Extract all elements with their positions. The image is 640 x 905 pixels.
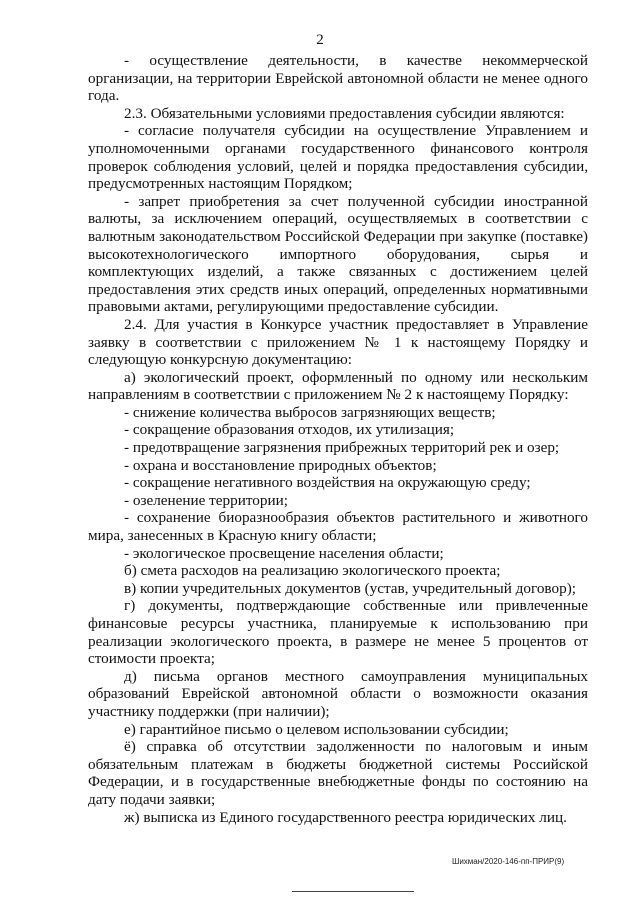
document-body <box>88 52 588 826</box>
list-item-v: в) копии учредительных документов (устав, учредительный договор); <box>124 579 576 597</box>
direction-item-biodiversity: - сохранение биоразнообразия объектов растительного и животного мира, занесенных в Красную книгу области; <box>88 509 588 545</box>
direction-item-impact: - сокращение негативного воздействия на окружающую среду; <box>124 474 531 492</box>
paragraph-consent-control: - согласие получателя субсидии на осуществление Управлением и уполномоченными органами государственного финансового контроля проверок соблюдения условий, целей и порядка предоставления субсидии, предусмотренных настоящим Порядком; <box>88 122 588 193</box>
list-item-a: а) экологический проект, оформленный по одному или нескольким направлениям в соответствии с приложением № 2 к настоящему Порядку: <box>88 368 588 404</box>
paragraph-currency-ban: - запрет приобретения за счет полученной субсидии иностранной валюты, за исключением операций, осуществляемых в соответствии с валютным законодательством Российской Федерации при закупке (поставке) высокотехнологического импортного оборудования, сырья и комплектующих изделий, а также связанных с достижением целей предоставления этих средств иных операций, определенных нормативными правовыми актами, регулирующими предоставление субсидии. <box>88 192 588 316</box>
list-item-d: д) письма органов местного самоуправления муниципальных образований Еврейской автономной области о возможности оказания участнику поддержки (при наличии); <box>88 667 588 720</box>
list-item-yo: ё) справка об отсутствии задолженности по налоговым и иным обязательным платежам в бюджеты бюджетной системы Российской Федерации, и в государственные внебюджетные фонды по состоянию на дату подачи заявки; <box>88 738 588 808</box>
direction-item-waste: - сокращение образования отходов, их утилизация; <box>124 421 455 439</box>
direction-item-emissions: - снижение количества выбросов загрязняющих веществ; <box>124 403 496 421</box>
footer-document-code: Шихман/2020-146-пп-ПРИР(9) <box>452 857 565 866</box>
direction-item-education: - экологическое просвещение населения области; <box>124 544 444 562</box>
list-item-e: е) гарантийное письмо о целевом использовании субсидии; <box>124 720 509 738</box>
paragraph-nonprofit-activity: - осуществление деятельности, в качестве некоммерческой организации, на территории Еврейской автономной области не менее одного года. <box>88 52 588 105</box>
section-2-4-paragraph: 2.4. Для участия в Конкурсе участник предоставляет в Управление заявку в соответствии с приложением № 1 к настоящему Порядку и следующую конкурсную документацию: <box>88 315 588 369</box>
section-2-3-heading: 2.3. Обязательными условиями предоставления субсидии являются: <box>124 104 565 122</box>
list-item-b: б) смета расходов на реализацию экологического проекта; <box>124 562 501 580</box>
direction-item-protection: - охрана и восстановление природных объектов; <box>124 456 437 474</box>
list-item-zh: ж) выписка из Единого государственного реестра юридических лиц. <box>124 808 567 826</box>
list-item-g: г) документы, подтверждающие собственные или привлеченные финансовые ресурсы участника, планируемые к использованию при реализации экологического проекта, в размере не менее 5 процентов от стоимости проекта; <box>88 597 588 668</box>
bottom-divider <box>292 891 414 892</box>
page-number: 2 <box>316 32 324 48</box>
direction-item-coastal: - предотвращение загрязнения прибрежных территорий рек и озер; <box>124 439 560 457</box>
direction-item-greening: - озеленение территории; <box>124 491 288 509</box>
